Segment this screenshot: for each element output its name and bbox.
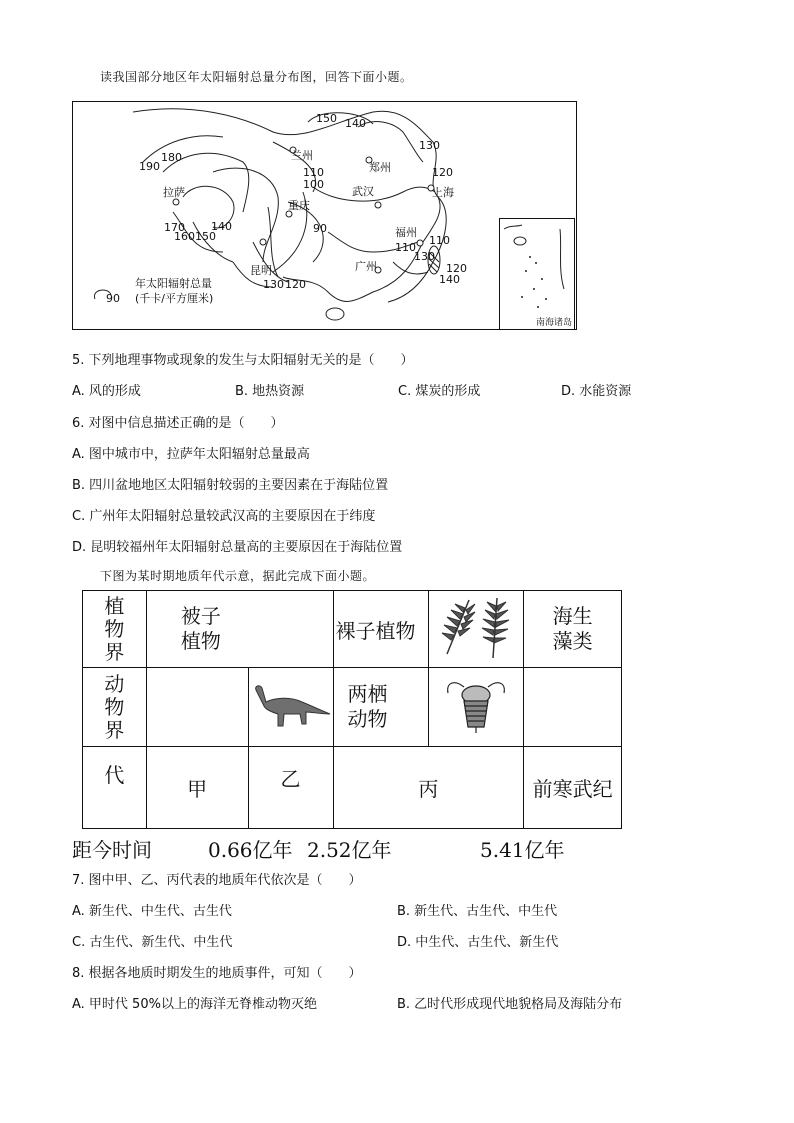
q8-option-a[interactable]: A. 甲时代 50%以上的海洋无脊椎动物灭绝 [72, 997, 317, 1012]
q6-option-c[interactable]: C. 广州年太阳辐射总量较武汉高的主要原因在于纬度 [72, 509, 376, 524]
inset-drawing [500, 219, 576, 330]
city-lhasa: 拉萨 [163, 186, 185, 199]
city-dot-fuzhou [417, 240, 423, 246]
isoline-label: 170 [164, 221, 185, 234]
q8-option-b[interactable]: B. 乙时代形成现代地貌格局及海陆分布 [397, 997, 623, 1012]
timeline-t3: 5.41亿年 [480, 838, 565, 862]
isoline-label: 130 [414, 250, 435, 263]
city-dot-kunming [260, 239, 266, 245]
city-kunming: 昆明 [250, 264, 272, 277]
fern-icon [433, 594, 519, 660]
era-yi: 乙 [248, 747, 333, 829]
isoline-label: 120 [446, 262, 467, 275]
isoline-label: 190 [139, 160, 160, 173]
row-head-char: 物 [104, 616, 125, 641]
city-chongqing: 重庆 [288, 199, 310, 212]
intro-text-1: 读我国部分地区年太阳辐射总量分布图，回答下面小题。 [100, 70, 413, 84]
trilobite-icon [438, 673, 514, 737]
amphibian-line: 动物 [347, 707, 388, 731]
q5-option-b[interactable]: B. 地热资源 [235, 384, 305, 399]
algae-line: 海生 [552, 604, 593, 628]
cell-marine-algae [524, 591, 622, 668]
city-lanzhou: 兰州 [291, 149, 313, 162]
question-8-stem: 8. 根据各地质时期发生的地质事件，可知（ ） [72, 966, 362, 981]
era-precambrian: 前寒武纪 [524, 747, 622, 829]
legend-title: 年太阳辐射总量 [135, 277, 212, 290]
city-guangzhou: 广州 [355, 260, 377, 273]
isoline-label: 110 [395, 241, 416, 254]
q5-option-a[interactable]: A. 风的形成 [72, 384, 141, 399]
isoline-label: 90 [313, 222, 327, 235]
question-7-stem: 7. 图中甲、乙、丙代表的地质年代依次是（ ） [72, 873, 362, 888]
q7-option-d[interactable]: D. 中生代、古生代、新生代 [397, 935, 559, 950]
row-head-plants [83, 591, 147, 668]
dinosaur-icon [250, 680, 332, 730]
isoline-label: 110 [429, 234, 450, 247]
amphibian-line: 两栖 [347, 682, 388, 706]
isoline-label: 180 [161, 151, 182, 164]
isoline-label: 120 [285, 278, 306, 291]
row-head-char: 界 [104, 717, 125, 742]
row-head-char: 物 [104, 694, 125, 719]
city-dot-wuhan [375, 202, 381, 208]
cell-fern [429, 591, 524, 668]
isoline-label: 130 [263, 278, 284, 291]
cell-trilobite [429, 668, 524, 747]
cell-dinosaur [248, 668, 333, 747]
row-head-char: 植 [104, 593, 125, 618]
angiosperm-line: 植物 [180, 629, 221, 653]
cell-gymnosperm: 裸子植物 [333, 591, 429, 668]
geologic-time-table [82, 590, 622, 828]
q7-option-a[interactable]: A. 新生代、中生代、古生代 [72, 904, 232, 919]
algae-line: 藻类 [552, 629, 593, 653]
era-jia: 甲 [146, 747, 248, 829]
legend-unit: (千卡/平方厘米) [135, 292, 214, 305]
timeline-t2: 2.52亿年 [307, 838, 392, 862]
q5-option-d[interactable]: D. 水能资源 [561, 384, 632, 399]
isoline-label: 100 [303, 178, 324, 191]
era-bing: 丙 [333, 747, 524, 829]
q7-option-b[interactable]: B. 新生代、古生代、中生代 [397, 904, 558, 919]
intro-text-2: 下图为某时期地质年代示意，据此完成下面小题。 [100, 569, 376, 583]
inset-label: 南海诸岛 [535, 318, 572, 328]
isoline-label: 140 [345, 117, 366, 130]
row-head-era: 代 [83, 747, 147, 829]
solar-radiation-map [72, 101, 577, 330]
row-head-animals [83, 668, 147, 747]
city-wuhan: 武汉 [352, 185, 374, 198]
city-fuzhou: 福州 [395, 226, 417, 239]
isoline-label: 160150 [174, 230, 216, 243]
timeline-t1: 0.66亿年 [208, 838, 293, 862]
hainan-island [326, 308, 344, 320]
isoline-label: 120 [432, 166, 453, 179]
timeline-label: 距今时间 [72, 838, 152, 862]
south-china-sea-inset [499, 218, 575, 330]
row-head-char: 动 [104, 671, 125, 696]
row-head-char: 界 [104, 639, 125, 664]
isoline-label: 150 [316, 112, 337, 125]
cell-empty [146, 668, 248, 747]
city-zhengzhou: 郑州 [369, 161, 391, 174]
cell-amphibian [333, 668, 429, 747]
legend-sample-value: 90 [106, 292, 120, 305]
cell-empty [524, 668, 622, 747]
city-shanghai: 上海 [432, 186, 454, 199]
q6-option-b[interactable]: B. 四川盆地地区太阳辐射较弱的主要因素在于海陆位置 [72, 478, 389, 493]
isoline-label: 140 [439, 273, 460, 286]
isoline-label: 130 [419, 139, 440, 152]
cell-angiosperm [146, 591, 333, 668]
question-6-stem: 6. 对图中信息描述正确的是（ ） [72, 416, 284, 431]
angiosperm-line: 被子 [180, 604, 221, 628]
isoline-label: 110 [303, 166, 324, 179]
isoline-label: 140 [211, 220, 232, 233]
q7-option-c[interactable]: C. 古生代、新生代、中生代 [72, 935, 233, 950]
q6-option-a[interactable]: A. 图中城市中，拉萨年太阳辐射总量最高 [72, 447, 310, 462]
q6-option-d[interactable]: D. 昆明较福州年太阳辐射总量高的主要原因在于海陆位置 [72, 540, 403, 555]
q5-option-c[interactable]: C. 煤炭的形成 [398, 384, 481, 399]
question-5-stem: 5. 下列地理事物或现象的发生与太阳辐射无关的是（ ） [72, 353, 414, 368]
